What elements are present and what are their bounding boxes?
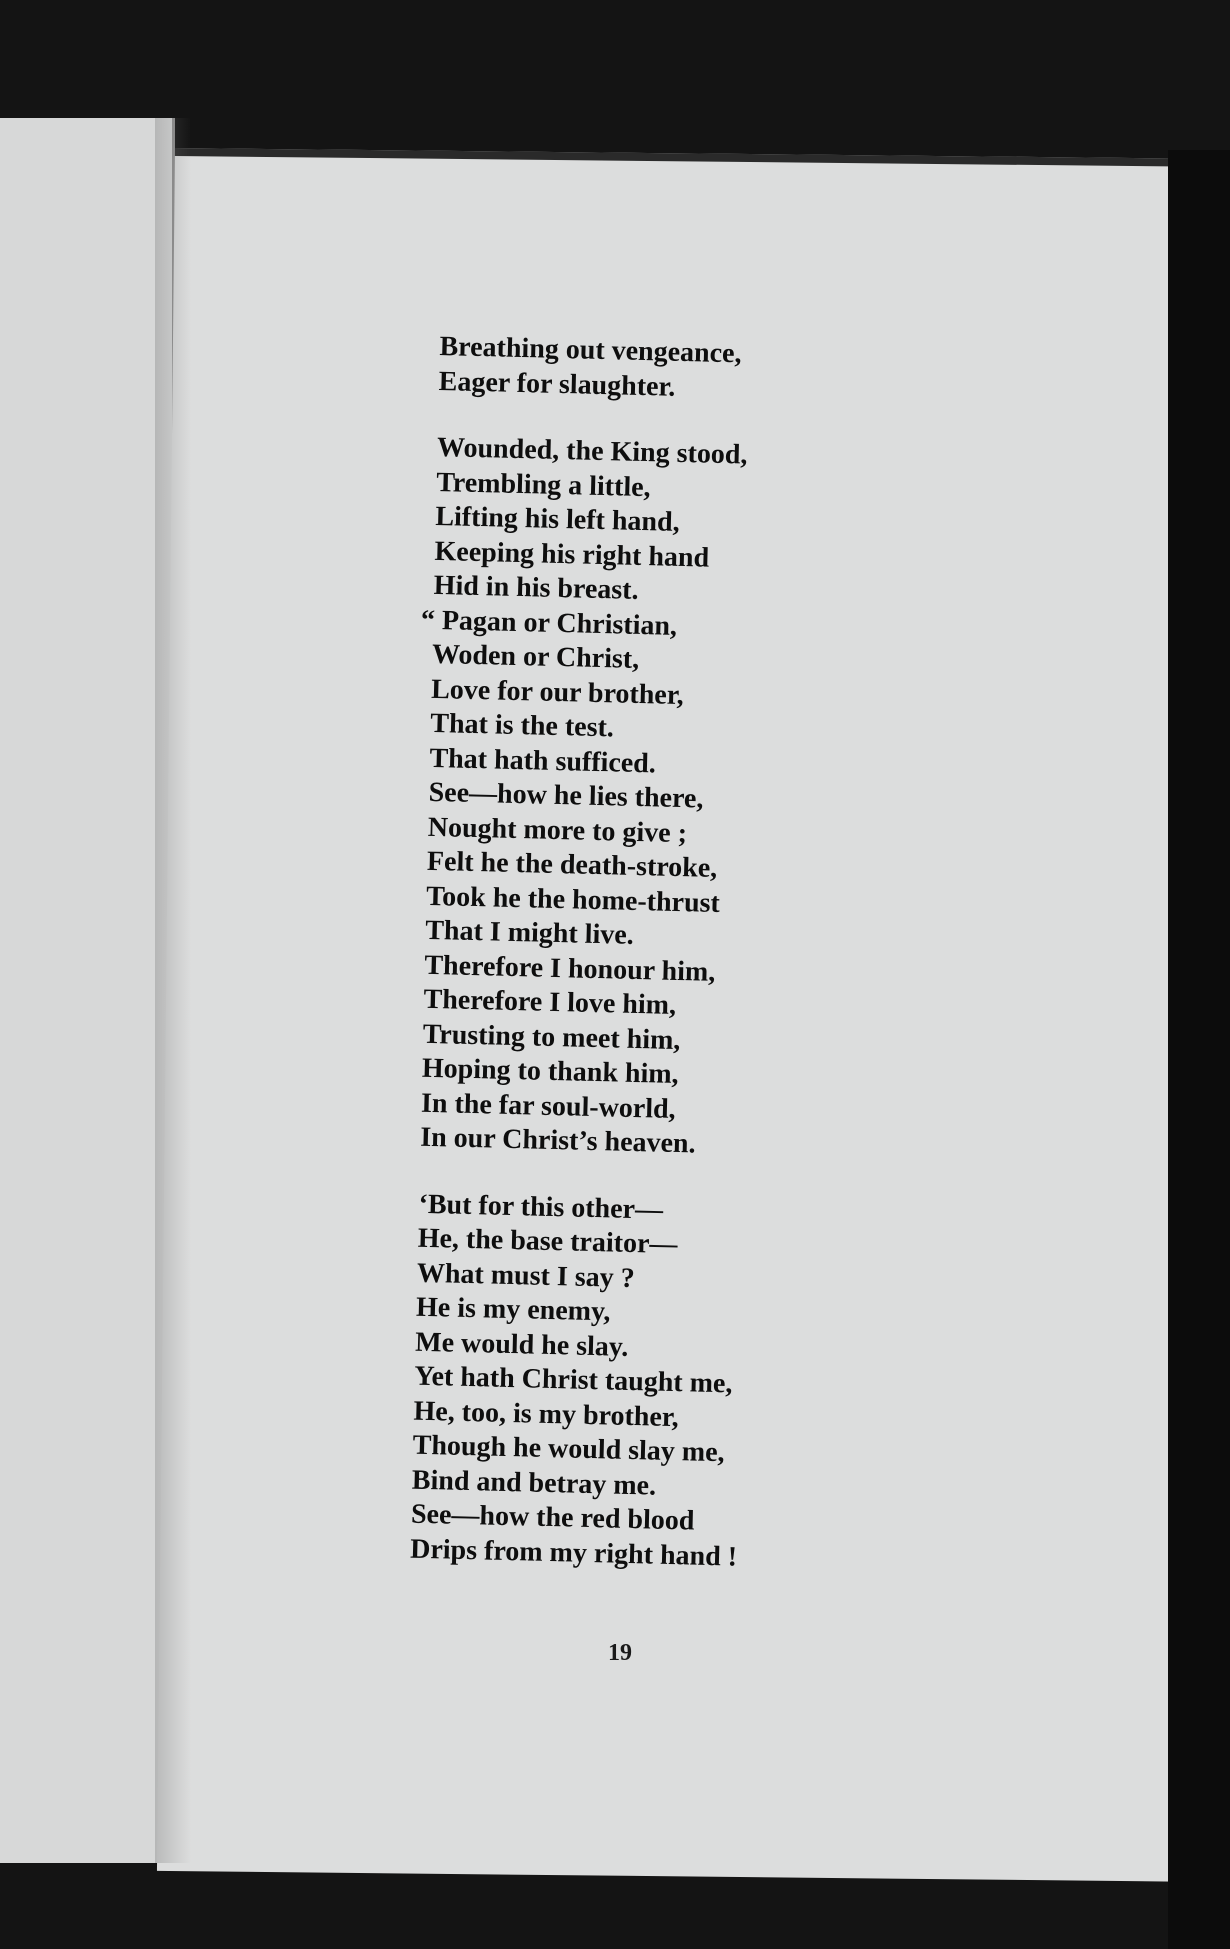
poem-line: That I might live.	[424, 914, 635, 951]
poem-line: Eager for slaughter.	[438, 365, 676, 403]
poem-line: He is my enemy,	[415, 1291, 611, 1328]
poem-line: “ Pagan or Christian,	[420, 604, 678, 642]
poem-line: In our Christ’s heaven.	[419, 1121, 696, 1160]
poem-line: Lifting his left hand,	[435, 500, 681, 538]
poem-line: Felt he the death-stroke,	[426, 845, 718, 884]
poem-line: Breathing out vengeance,	[439, 330, 742, 370]
poem-line: What must I say ?	[416, 1257, 636, 1294]
poem-line: Love for our brother,	[430, 673, 685, 711]
poem-line: Keeping his right hand	[434, 535, 710, 574]
poem-line: That hath sufficed.	[429, 742, 657, 779]
poem-line: Therefore I honour him,	[424, 949, 716, 988]
poem-line: He, the base traitor—	[417, 1222, 678, 1261]
stanza-2	[420, 431, 998, 1169]
poem-line: Took he the home-thrust	[425, 880, 721, 919]
poem-text	[409, 330, 1000, 1612]
book-gutter	[155, 118, 191, 1863]
poem-line: Therefore I love him,	[423, 983, 677, 1021]
poem-line: In the far soul-world,	[420, 1087, 677, 1125]
poem-line: ‘But for this other—	[418, 1188, 664, 1226]
stanza-3	[410, 1187, 979, 1580]
poem-line: Drips from my right hand !	[409, 1533, 738, 1573]
left-page	[0, 118, 175, 1863]
poem-line: See—how he lies there,	[428, 776, 704, 815]
stanza-1	[438, 330, 1000, 413]
poem-line: That is the test.	[430, 707, 615, 744]
poem-line: Me would he slay.	[414, 1326, 629, 1363]
poem-line: Hid in his breast.	[433, 569, 639, 606]
poem-line: Wounded, the King stood,	[436, 431, 748, 471]
poem-line: Woden or Christ,	[431, 638, 640, 675]
poem-line: Hoping to thank him,	[421, 1052, 680, 1091]
poem-line: Trusting to meet him,	[422, 1018, 681, 1056]
page-edge-shadow	[1168, 150, 1230, 1949]
poem-line: Though he would slay me,	[412, 1429, 726, 1469]
poem-line: Yet hath Christ taught me,	[414, 1360, 733, 1400]
poem-line: He, too, is my brother,	[413, 1395, 680, 1433]
poem-line: See—how the red blood	[410, 1498, 695, 1537]
poem-line: Trembling a little,	[435, 466, 651, 503]
poem-line: Bind and betray me.	[411, 1464, 657, 1502]
poem-line: Nought more to give ;	[427, 811, 688, 849]
page-number: 19	[608, 1640, 632, 1666]
